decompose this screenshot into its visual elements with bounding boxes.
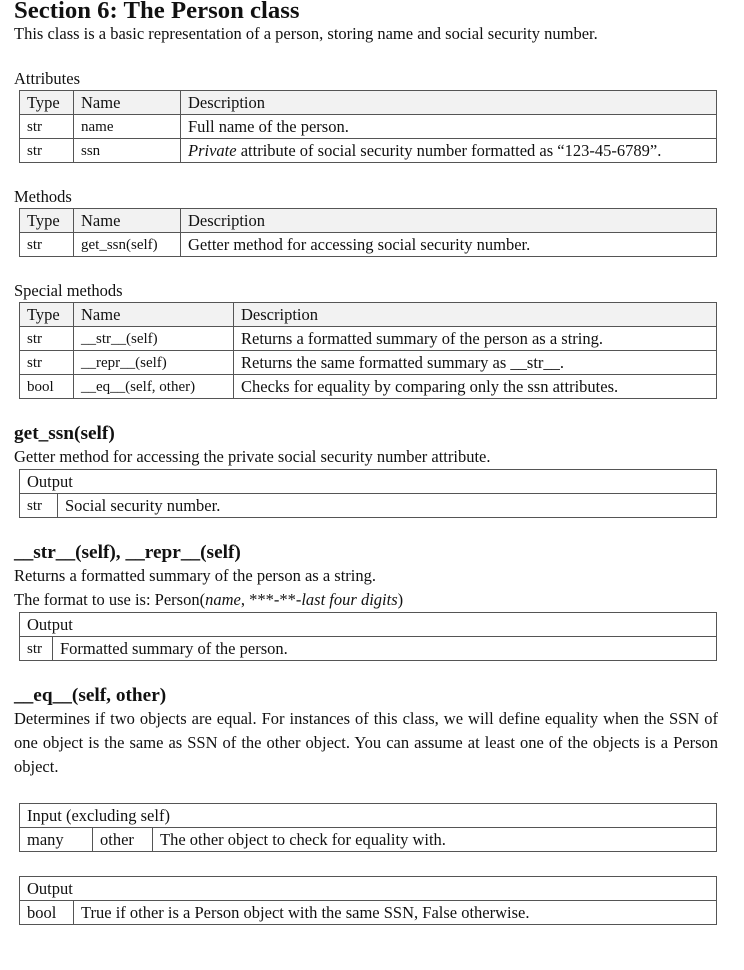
- cell-description: Formatted summary of the person.: [53, 637, 717, 661]
- cell-type: str: [20, 351, 74, 375]
- eq-output-table: [19, 876, 717, 925]
- table-row: [20, 828, 717, 852]
- cell-description: Returns a formatted summary of the person as a string.: [234, 327, 717, 351]
- header-type: Type: [20, 303, 74, 327]
- cell-description: Social security number.: [58, 494, 717, 518]
- cell-description: [181, 139, 717, 163]
- table-row: [20, 139, 717, 163]
- cell-name: get_ssn(self): [74, 233, 181, 257]
- header-name: Name: [74, 209, 181, 233]
- get-ssn-title: get_ssn(self): [14, 423, 115, 444]
- cell-description: Getter method for accessing social security number.: [181, 233, 717, 257]
- cell-description: True if other is a Person object with the same SSN, False otherwise.: [74, 901, 717, 925]
- cell-description: The other object to check for equality with.: [153, 828, 717, 852]
- header-description: Description: [234, 303, 717, 327]
- header-description: Description: [181, 91, 717, 115]
- cell-name: __eq__(self, other): [74, 375, 234, 399]
- input-header: Input (excluding self): [20, 804, 717, 828]
- table-row: [20, 375, 717, 399]
- eq-description: Determines if two objects are equal. For instances of this class, we will define equality when the SSN of one object is the same as SSN of the other object. You can assume at least one of the objects is a Person object.: [14, 709, 718, 776]
- eq-title: __eq__(self, other): [14, 685, 167, 706]
- cell-name: name: [74, 115, 181, 139]
- table-header-row: [20, 877, 717, 901]
- attributes-table: [19, 90, 717, 163]
- table-row: [20, 233, 717, 257]
- document-page: [14, 0, 718, 925]
- str-repr-format: [14, 588, 718, 612]
- description-text: attribute of social security number formatted as “123-45-6789”.: [236, 140, 662, 160]
- table-header-row: [20, 804, 717, 828]
- format-prefix: The format to use is: Person(: [14, 590, 206, 609]
- table-row: [20, 327, 717, 351]
- header-type: Type: [20, 91, 74, 115]
- table-header-row: [20, 209, 717, 233]
- header-name: Name: [74, 303, 234, 327]
- special-methods-label: Special methods: [14, 281, 123, 300]
- special-methods-table: [19, 302, 717, 399]
- table-row: [20, 115, 717, 139]
- str-repr-description: Returns a formatted summary of the person as a string.: [14, 566, 376, 585]
- eq-input-table: [19, 803, 717, 852]
- table-header-row: [20, 91, 717, 115]
- section-title: Section 6: The Person class: [14, 0, 300, 24]
- format-digits: last four digits: [301, 590, 398, 609]
- methods-table: [19, 208, 717, 257]
- cell-type: str: [20, 327, 74, 351]
- cell-type: many: [20, 828, 93, 852]
- cell-type: str: [20, 139, 74, 163]
- format-mid: , ***-**-: [240, 590, 302, 609]
- cell-type: bool: [20, 901, 74, 925]
- header-description: Description: [181, 209, 717, 233]
- cell-type: str: [20, 233, 74, 257]
- cell-name: __repr__(self): [74, 351, 234, 375]
- table-header-row: [20, 613, 717, 637]
- cell-description: Checks for equality by comparing only the ssn attributes.: [234, 375, 717, 399]
- str-repr-output-table: [19, 612, 717, 661]
- cell-name: other: [93, 828, 153, 852]
- cell-description: Returns the same formatted summary as __str__.: [234, 351, 717, 375]
- get-ssn-output-table: [19, 469, 717, 518]
- table-header-row: [20, 303, 717, 327]
- output-header: Output: [20, 470, 717, 494]
- cell-name: __str__(self): [74, 327, 234, 351]
- table-header-row: [20, 470, 717, 494]
- cell-type: str: [20, 637, 53, 661]
- section-intro: This class is a basic representation of a person, storing name and social security number.: [14, 24, 598, 43]
- private-emphasis: Private: [188, 140, 237, 160]
- str-repr-title: __str__(self), __repr__(self): [14, 542, 241, 563]
- cell-name: ssn: [74, 139, 181, 163]
- table-row: [20, 901, 717, 925]
- cell-description: Full name of the person.: [181, 115, 717, 139]
- cell-type: str: [20, 115, 74, 139]
- table-row: [20, 637, 717, 661]
- methods-label: Methods: [14, 187, 72, 206]
- table-row: [20, 351, 717, 375]
- get-ssn-description: Getter method for accessing the private social security number attribute.: [14, 447, 491, 466]
- attributes-label: Attributes: [14, 69, 80, 88]
- table-row: [20, 494, 717, 518]
- format-name: name: [205, 590, 241, 609]
- cell-type: str: [20, 494, 58, 518]
- header-name: Name: [74, 91, 181, 115]
- output-header: Output: [20, 613, 717, 637]
- header-type: Type: [20, 209, 74, 233]
- output-header: Output: [20, 877, 717, 901]
- cell-type: bool: [20, 375, 74, 399]
- format-suffix: ): [397, 590, 404, 609]
